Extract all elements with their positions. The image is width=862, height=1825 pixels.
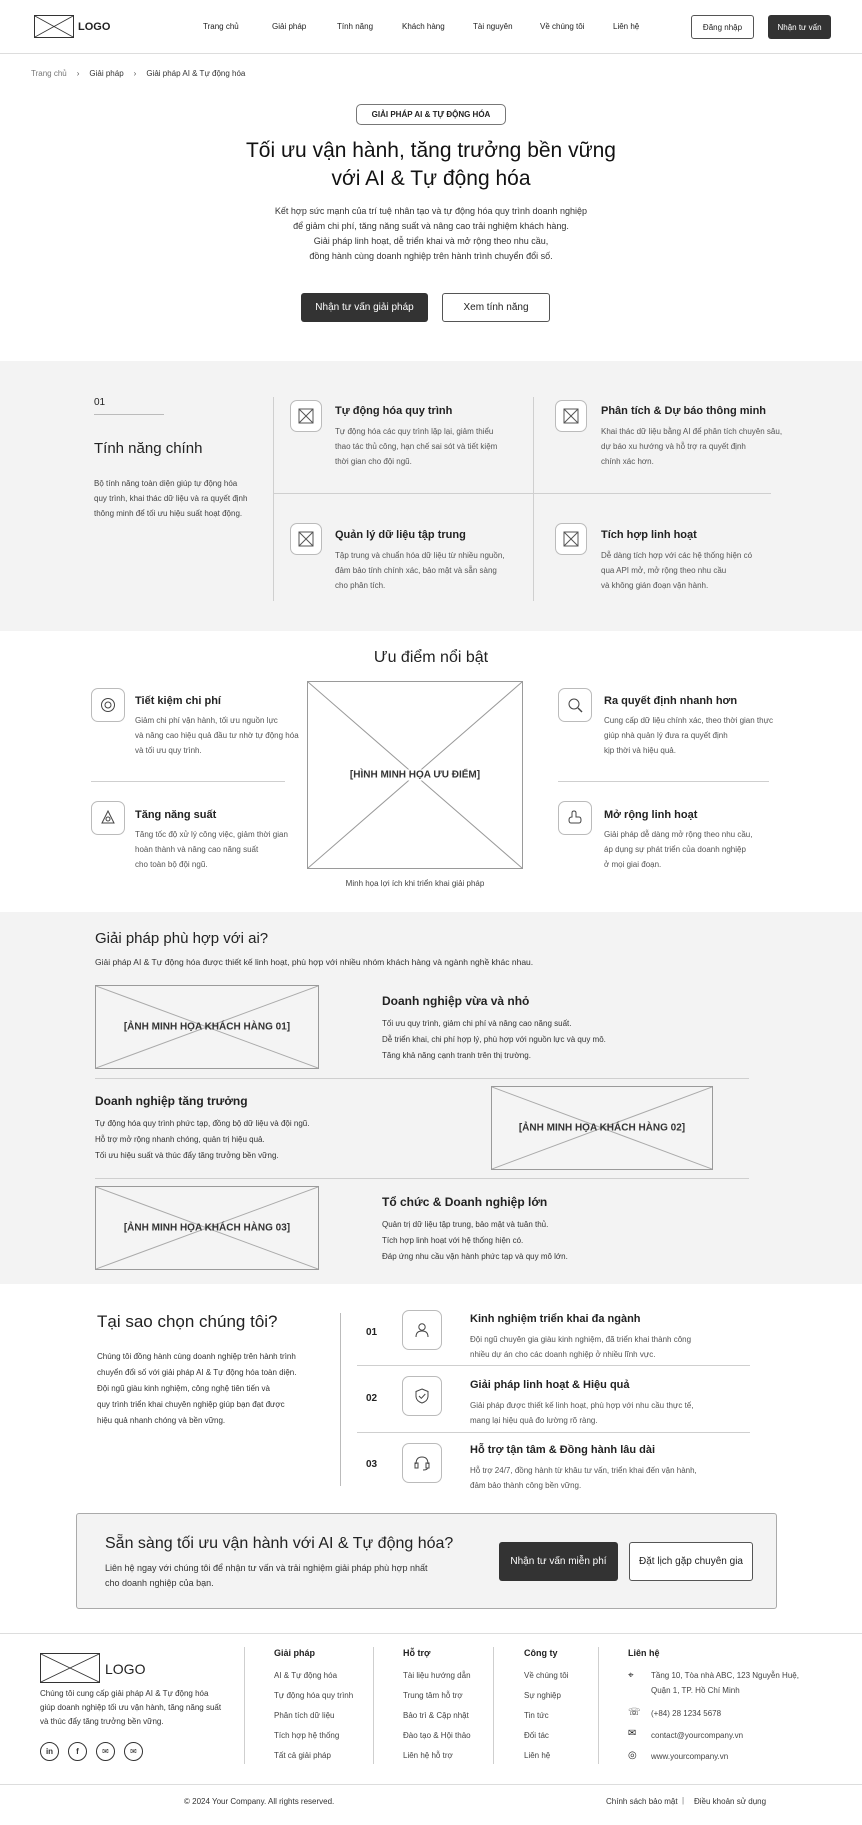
footer-link[interactable]: Đối tác bbox=[524, 1731, 549, 1740]
feature-title: Tích hợp linh hoạt bbox=[601, 529, 697, 541]
divider bbox=[533, 397, 534, 601]
message-icon[interactable]: ✉ bbox=[124, 1742, 143, 1761]
breadcrumb-home[interactable]: Trang chủ bbox=[31, 69, 67, 78]
features-description: Bộ tính năng toàn diện giúp tự động hóa quy trình, khai thác dữ liệu và ra quyết định thông minh để tối ưu hiệu suất hoạt động. bbox=[94, 479, 248, 518]
advantage-description: Giảm chi phí vận hành, tối ưu nguồn lực và nâng cao hiệu quả đầu tư nhờ tự động hóa và tối ưu quy trình. bbox=[135, 716, 299, 755]
why-item-title: Hỗ trợ tận tâm & Đồng hành lâu dài bbox=[470, 1444, 656, 1456]
breadcrumb-current: Giải pháp AI & Tự động hóa bbox=[146, 69, 246, 78]
feature-title: Quản lý dữ liệu tập trung bbox=[335, 529, 466, 541]
why-item-description: Đội ngũ chuyên gia giàu kinh nghiệm, đã triển khai thành công nhiều dự án cho các doanh nghiệp ở nhiều lĩnh vực. bbox=[470, 1335, 692, 1359]
hero-badge: GIẢI PHÁP AI & TỰ ĐỘNG HÓA bbox=[356, 104, 506, 125]
user-icon bbox=[402, 1310, 442, 1350]
features-number: 01 bbox=[94, 397, 106, 408]
audience-subtitle: Giải pháp AI & Tự động hóa được thiết kế linh hoạt, phù hợp với nhiều nhóm khách hàng và ngành nghề khác nhau. bbox=[95, 957, 534, 967]
footer-link[interactable]: Tích hợp hệ thống bbox=[274, 1731, 340, 1740]
footer-col-solutions: Giải pháp AI & Tự động hóa Tự động hóa quy trình Phân tích dữ liệu Tích hợp hệ thống Tất cả giải pháp bbox=[274, 1648, 354, 1760]
divider bbox=[91, 781, 285, 782]
nav-customers[interactable]: Khách hàng bbox=[402, 22, 445, 31]
advantage-title: Mở rộng linh hoạt bbox=[604, 809, 698, 821]
nav-resources[interactable]: Tài nguyên bbox=[473, 22, 513, 31]
advantage-title: Tiết kiệm chi phí bbox=[135, 695, 221, 707]
facebook-icon[interactable]: f bbox=[68, 1742, 87, 1761]
footer-link[interactable]: Trung tâm hỗ trợ bbox=[403, 1691, 463, 1700]
integration-icon bbox=[555, 523, 587, 555]
footer-link[interactable]: Tất cả giải pháp bbox=[274, 1751, 331, 1760]
footer-col-company: Công ty Về chúng tôi Sự nghiệp Tin tức Đối tác Liên hệ bbox=[524, 1648, 569, 1760]
productivity-icon bbox=[91, 801, 125, 835]
cta-title: Sẵn sàng tối ưu vận hành với AI & Tự động hóa? bbox=[105, 1535, 454, 1552]
customer-description: Tự động hóa quy trình phức tạp, đồng bộ dữ liệu và đội ngũ. Hỗ trợ mở rộng nhanh chóng, quản trị hiệu quả. Tối ưu hiệu suất và thúc đẩy tăng trưởng bền vững. bbox=[95, 1119, 310, 1160]
footer-contact-title: Liên hệ bbox=[628, 1648, 660, 1658]
breadcrumb bbox=[31, 69, 245, 78]
footer-link[interactable]: Tài liệu hướng dẫn bbox=[403, 1671, 471, 1680]
customer-image: [ẢNH MINH HỌA KHÁCH HÀNG 02] bbox=[491, 1086, 713, 1170]
shield-check-icon bbox=[402, 1376, 442, 1416]
footer-link[interactable]: Bảo trì & Cập nhật bbox=[403, 1711, 469, 1720]
divider bbox=[273, 397, 274, 601]
feature-description: Khai thác dữ liệu bằng AI để phân tích chuyên sâu, dự báo xu hướng và hỗ trợ ra quyết định chính xác hơn. bbox=[601, 427, 783, 466]
customer-title: Doanh nghiệp vừa và nhỏ bbox=[382, 994, 530, 1008]
why-item-description: Hỗ trợ 24/7, đồng hành từ khâu tư vấn, triển khai đến vận hành, đảm bảo thành công bền vững. bbox=[470, 1466, 697, 1490]
nav-features[interactable]: Tính năng bbox=[337, 22, 374, 31]
separator: | bbox=[682, 1796, 685, 1805]
decision-icon bbox=[558, 688, 592, 722]
footer-link[interactable]: Tự động hóa quy trình bbox=[274, 1691, 354, 1700]
footer-col-support: Hỗ trợ Tài liệu hướng dẫn Trung tâm hỗ trợ Bảo trì & Cập nhật Đào tạo & Hội thảo Liên hệ hỗ trợ bbox=[403, 1648, 471, 1760]
footer-link[interactable]: Liên hệ bbox=[524, 1751, 551, 1760]
advantages-caption: Minh họa lợi ích khi triển khai giải pháp bbox=[345, 879, 485, 888]
hero-consult-button[interactable]: Nhận tư vấn giải pháp bbox=[301, 293, 428, 322]
footer-about: Chúng tôi cung cấp giải pháp AI & Tự động hóa giúp doanh nghiệp tối ưu vận hành, tăng năng suất và thúc đẩy tăng trưởng bền vững. bbox=[40, 1689, 222, 1726]
hero-description: Kết hợp sức mạnh của trí tuệ nhân tạo và tự động hóa quy trình doanh nghiệp để giảm chi phí, tăng năng suất và nâng cao trải nghiệm khách hàng. Giải pháp linh hoạt, dễ triển khai và mở rộng theo nhu cầu, đồng hành cùng doanh nghiệp trên hành trình chuyển đổi số. bbox=[274, 206, 588, 261]
headset-icon bbox=[402, 1443, 442, 1483]
divider bbox=[357, 1432, 750, 1433]
footer-divider bbox=[0, 1633, 862, 1634]
feature-title: Phân tích & Dự báo thông minh bbox=[601, 405, 767, 417]
hero-title: Tối ưu vận hành, tăng trưởng bền vững với AI & Tự động hóa bbox=[245, 139, 616, 190]
analytics-icon bbox=[555, 400, 587, 432]
location-icon: ⌖ bbox=[628, 1670, 634, 1681]
footer-link[interactable]: Đào tạo & Hội thảo bbox=[403, 1731, 471, 1740]
nav-home[interactable]: Trang chủ bbox=[203, 22, 239, 31]
footer-logo-text: LOGO bbox=[105, 1661, 146, 1677]
why-title: Tại sao chọn chúng tôi? bbox=[97, 1312, 278, 1331]
feature-description: Tự động hóa các quy trình lặp lại, giảm thiểu thao tác thủ công, hạn chế sai sót và tiết kiệm thời gian cho đội ngũ. bbox=[335, 427, 498, 466]
copyright: © 2024 Your Company. All rights reserved. bbox=[184, 1797, 335, 1806]
feature-description: Tập trung và chuẩn hóa dữ liệu từ nhiều nguồn, đảm bảo tính chính xác, bảo mật và sẵn sàng cho phân tích. bbox=[335, 551, 505, 590]
divider bbox=[373, 1647, 374, 1764]
logo[interactable] bbox=[34, 15, 74, 38]
terms-link[interactable]: Điều khoản sử dụng bbox=[694, 1797, 767, 1806]
divider bbox=[340, 1313, 341, 1486]
coin-icon bbox=[91, 688, 125, 722]
footer-link[interactable]: Liên hệ hỗ trợ bbox=[403, 1751, 453, 1760]
login-button[interactable]: Đăng nhập bbox=[691, 15, 754, 39]
why-number: 03 bbox=[366, 1459, 378, 1470]
divider bbox=[273, 493, 771, 494]
footer-address: Tầng 10, Tòa nhà ABC, 123 Nguyễn Huệ, Quận 1, TP. Hồ Chí Minh bbox=[651, 1671, 799, 1695]
hero-features-button[interactable]: Xem tính năng bbox=[442, 293, 550, 322]
footer-logo[interactable] bbox=[40, 1653, 100, 1683]
email-icon: ✉ bbox=[628, 1728, 637, 1739]
why-item-title: Kinh nghiệm triển khai đa ngành bbox=[470, 1313, 641, 1325]
divider bbox=[558, 781, 769, 782]
advantages-image: [HÌNH MINH HỌA ƯU ĐIỂM] bbox=[307, 681, 523, 869]
nav-contact[interactable]: Liên hệ bbox=[613, 22, 640, 31]
footer-website[interactable]: www.yourcompany.vn bbox=[651, 1752, 729, 1761]
footer-bottom-divider bbox=[0, 1784, 862, 1785]
header bbox=[0, 0, 862, 54]
free-consult-button[interactable]: Nhận tư vấn miễn phí bbox=[499, 1542, 618, 1581]
breadcrumb-solutions[interactable]: Giải pháp bbox=[89, 69, 124, 78]
customer-image: [ẢNH MINH HỌA KHÁCH HÀNG 03] bbox=[95, 1186, 319, 1270]
footer-link[interactable]: Sự nghiệp bbox=[524, 1691, 561, 1700]
why-number: 02 bbox=[366, 1393, 378, 1404]
advantage-description: Cung cấp dữ liệu chính xác, theo thời gian thực giúp nhà quản lý đưa ra quyết định kịp thời và hiệu quả. bbox=[604, 716, 773, 755]
mail-icon[interactable]: ✉ bbox=[96, 1742, 115, 1761]
divider bbox=[95, 1178, 749, 1179]
chevron-right-icon: › bbox=[133, 69, 137, 78]
advantage-description: Giải pháp dễ dàng mở rộng theo nhu cầu, áp dụng sự phát triển của doanh nghiệp ở mọi giai đoạn. bbox=[604, 830, 753, 869]
divider bbox=[94, 414, 164, 415]
phone-icon: ☏ bbox=[628, 1707, 641, 1718]
customer-title: Doanh nghiệp tăng trưởng bbox=[95, 1094, 248, 1108]
customer-description: Tối ưu quy trình, giảm chi phí và nâng cao năng suất. Dễ triển khai, chi phí hợp lý, phù hợp với nguồn lực và quy mô. Tăng khả năng cạnh tranh trên thị trường. bbox=[382, 1019, 606, 1060]
linkedin-icon[interactable]: in bbox=[40, 1742, 59, 1761]
privacy-link[interactable]: Chính sách bảo mật bbox=[606, 1797, 678, 1806]
divider bbox=[95, 1078, 749, 1079]
advantage-description: Tăng tốc độ xử lý công việc, giảm thời gian hoàn thành và nâng cao năng suất cho toàn bộ đội ngũ. bbox=[135, 830, 288, 869]
database-icon bbox=[290, 523, 322, 555]
divider bbox=[598, 1647, 599, 1764]
cta-description: Liên hệ ngay với chúng tôi để nhận tư vấn và trải nghiệm giải pháp phù hợp nhất cho doanh nghiệp của bạn. bbox=[105, 1563, 428, 1588]
logo-text: LOGO bbox=[78, 21, 111, 33]
automation-icon bbox=[290, 400, 322, 432]
why-number: 01 bbox=[366, 1327, 378, 1338]
why-item-title: Giải pháp linh hoạt & Hiệu quả bbox=[470, 1379, 630, 1391]
footer-link[interactable]: Phân tích dữ liệu bbox=[274, 1711, 335, 1720]
book-expert-button[interactable]: Đặt lịch gặp chuyên gia bbox=[629, 1542, 753, 1581]
advantages-title: Ưu điểm nổi bật bbox=[373, 649, 489, 666]
advantage-title: Ra quyết định nhanh hơn bbox=[604, 695, 738, 707]
footer-link[interactable]: Về chúng tôi bbox=[524, 1671, 569, 1680]
chevron-right-icon: › bbox=[76, 69, 80, 78]
why-description: Chúng tôi đồng hành cùng doanh nghiệp trên hành trình chuyển đổi số với giải pháp AI & Tự động hóa toàn diện. Đội ngũ giàu kinh nghiệm, công nghệ tiên tiến và quy trình triển khai chuyên nghiệp giúp bạn đạt được hiệu quả nhanh chóng và bền vững. bbox=[97, 1352, 297, 1425]
nav-solutions[interactable]: Giải pháp bbox=[272, 22, 307, 31]
customer-description: Quản trị dữ liệu tập trung, bảo mật và tuân thủ. Tích hợp linh hoạt với hệ thống hiện có. Đáp ứng nhu cầu vận hành phức tạp và quy mô lớn. bbox=[382, 1220, 568, 1261]
customer-image: [ẢNH MINH HỌA KHÁCH HÀNG 01] bbox=[95, 985, 319, 1069]
footer-phone[interactable]: (+84) 28 1234 5678 bbox=[651, 1709, 722, 1718]
divider bbox=[493, 1647, 494, 1764]
scale-icon bbox=[558, 801, 592, 835]
feature-description: Dễ dàng tích hợp với các hệ thống hiện có qua API mở, mở rộng theo nhu cầu và không gián đoạn vận hành. bbox=[601, 551, 753, 590]
footer-link[interactable]: AI & Tự động hóa bbox=[274, 1671, 338, 1680]
advantage-title: Tăng năng suất bbox=[135, 809, 217, 821]
feature-title: Tự động hóa quy trình bbox=[335, 405, 453, 417]
consult-button[interactable]: Nhận tư vấn bbox=[768, 15, 831, 39]
audience-title: Giải pháp phù hợp với ai? bbox=[95, 930, 269, 947]
footer-link[interactable]: Tin tức bbox=[524, 1711, 549, 1720]
globe-icon: ◎ bbox=[628, 1750, 637, 1761]
divider bbox=[244, 1647, 245, 1764]
customer-title: Tổ chức & Doanh nghiệp lớn bbox=[382, 1195, 548, 1209]
features-title: Tính năng chính bbox=[94, 440, 203, 457]
divider bbox=[357, 1365, 750, 1366]
nav-about[interactable]: Về chúng tôi bbox=[540, 22, 585, 31]
why-item-description: Giải pháp được thiết kế linh hoạt, phù hợp với nhu cầu thực tế, mang lại hiệu quả đo lường rõ ràng. bbox=[470, 1401, 694, 1425]
footer-email[interactable]: contact@yourcompany.vn bbox=[651, 1731, 744, 1740]
